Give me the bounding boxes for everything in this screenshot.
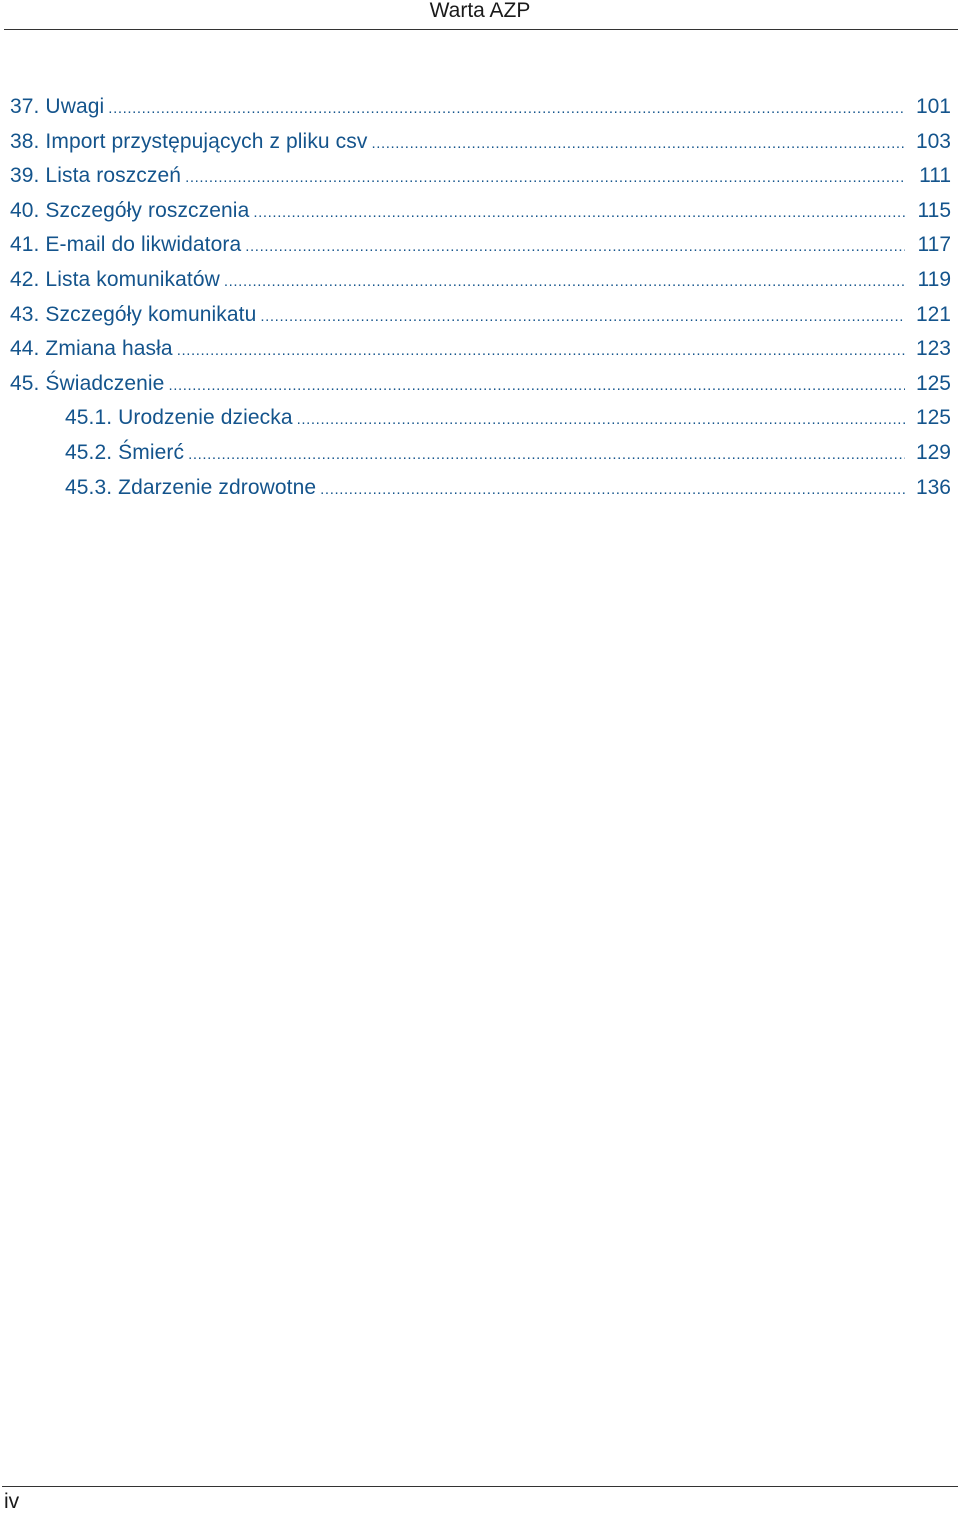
toc-entry-title: 42. Lista komunikatów [10,267,220,291]
toc-page-number: 115 [917,198,951,222]
footer-rule [2,1486,958,1487]
dot-leader [297,403,905,438]
dot-leader [108,92,905,127]
table-of-contents [0,90,960,505]
toc-entry[interactable] [0,228,960,263]
dot-leader [168,369,905,404]
header-rule [4,29,958,30]
dot-leader [253,196,905,231]
document-title: Warta AZP [429,0,531,22]
dot-leader [188,438,905,473]
toc-entry[interactable] [0,125,960,160]
toc-page-number: 123 [915,337,951,361]
toc-entry[interactable] [0,367,960,402]
toc-entry[interactable] [0,194,960,229]
toc-entry-title: 45. Świadczenie [10,371,165,395]
toc-page-number: 121 [915,302,951,326]
toc-page-number: 129 [915,440,951,464]
page-folio: iv [4,1490,20,1513]
toc-page-number: 117 [917,233,951,257]
toc-entry-title: 41. E-mail do likwidatora [10,233,242,257]
toc-entry-title: 44. Zmiana hasła [10,337,173,361]
toc-entry-title: 45.1. Urodzenie dziecka [65,406,293,430]
toc-entry[interactable] [0,332,960,367]
toc-entry-title: 38. Import przystępujących z pliku csv [10,129,368,153]
toc-page-number: 119 [917,267,951,291]
dot-leader [260,300,905,335]
toc-page-number: 125 [915,371,951,395]
dot-leader [320,473,905,508]
toc-page-number: 111 [919,164,951,188]
toc-entry-title: 45.2. Śmierć [65,440,185,464]
toc-entry-title: 43. Szczegóły komunikatu [10,302,257,326]
toc-page-number: 103 [915,129,951,153]
toc-entry-title: 45.3. Zdarzenie zdrowotne [65,475,317,499]
toc-entry-title: 37. Uwagi [10,95,105,118]
toc-page-number: 136 [915,475,951,499]
page-footer [0,1486,960,1513]
toc-entry[interactable] [0,159,960,194]
toc-subentry[interactable] [0,401,960,436]
dot-leader [224,265,905,300]
toc-entry-title: 40. Szczegóły roszczenia [10,198,250,222]
toc-page-number: 125 [915,406,951,430]
toc-page-number: 101 [915,95,951,118]
toc-entry[interactable] [0,90,960,125]
toc-subentry[interactable] [0,471,960,506]
dot-leader [371,127,905,162]
toc-entry[interactable] [0,298,960,333]
toc-entry[interactable] [0,263,960,298]
page-header [0,0,960,28]
toc-entry-title: 39. Lista roszczeń [10,164,182,188]
dot-leader [177,334,905,369]
dot-leader [185,161,905,196]
dot-leader [245,230,905,265]
toc-subentry[interactable] [0,436,960,471]
